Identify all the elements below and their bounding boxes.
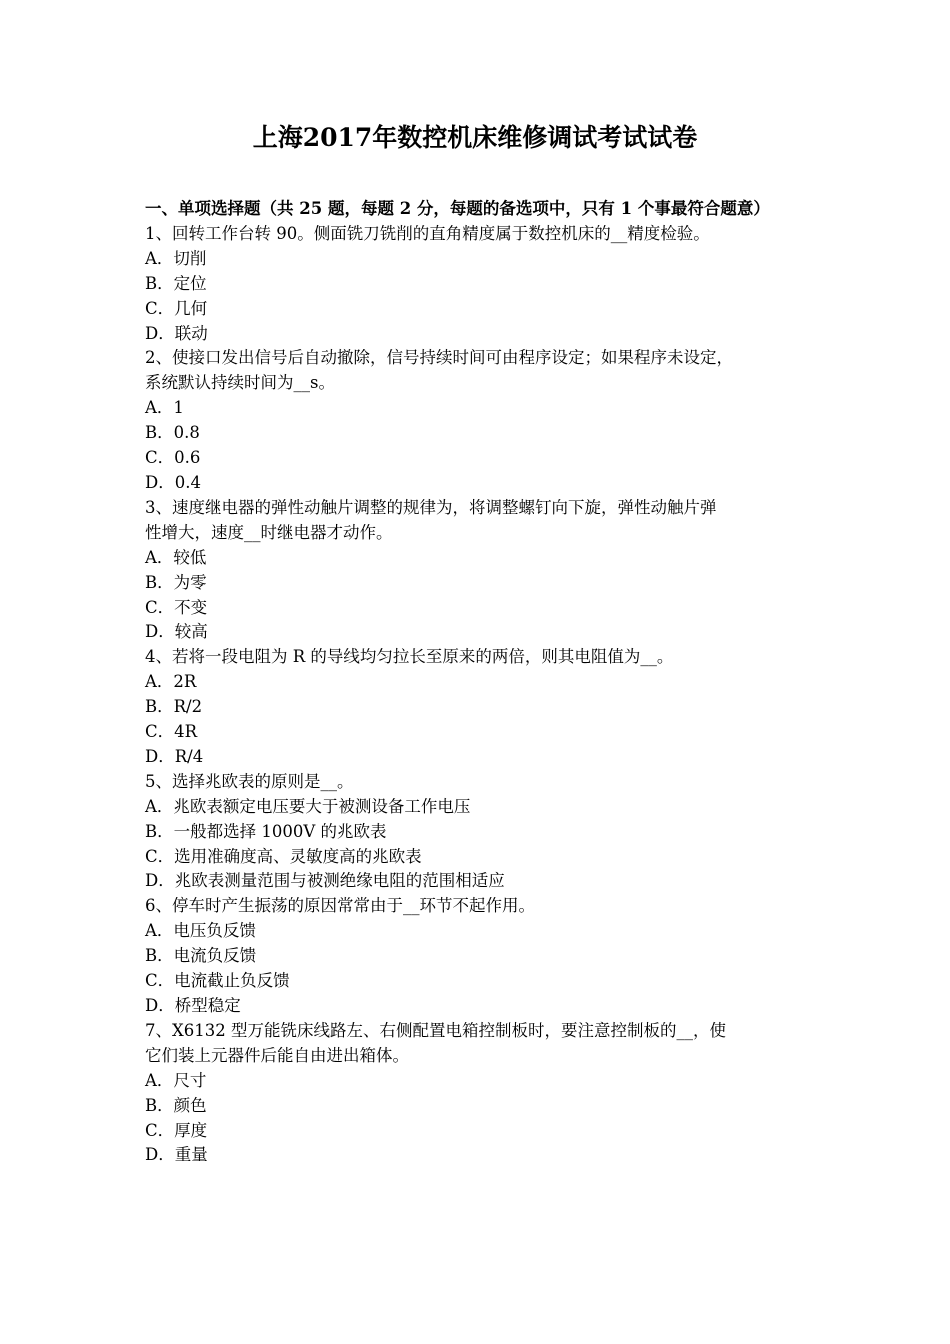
- option-a: A．切削: [145, 248, 207, 268]
- question-7: [145, 1019, 810, 1168]
- document-title: 上海2017年数控机床维修调试考试试卷: [252, 123, 698, 152]
- question-1: [145, 222, 810, 347]
- option-d: D．重量: [145, 1145, 208, 1165]
- option-c: C．选用准确度高、灵敏度高的兆欧表: [145, 846, 422, 866]
- option-b: B．为零: [145, 572, 207, 592]
- option-c: C．厚度: [145, 1120, 208, 1140]
- option-a: A．兆欧表额定电压要大于被测设备工作电压: [145, 796, 471, 816]
- option-a: A．较低: [145, 547, 207, 567]
- question-2: [145, 346, 810, 495]
- option-d: D．R/4: [145, 746, 204, 766]
- question-stem-continued: 它们装上元器件后能自由进出箱体。: [145, 1045, 409, 1065]
- option-b: B．R/2: [145, 697, 203, 717]
- option-b: B．一般都选择 1000V 的兆欧表: [145, 821, 387, 841]
- question-3: [145, 496, 810, 645]
- question-stem: 1、回转工作台转 90。侧面铣刀铣削的直角精度属于数控机床的__精度检验。: [145, 223, 710, 243]
- question-stem-continued: 系统默认持续时间为__s。: [145, 373, 335, 393]
- question-stem: 5、选择兆欧表的原则是__。: [145, 771, 354, 791]
- question-4: [145, 645, 810, 770]
- option-d: D．桥型稳定: [145, 996, 241, 1015]
- option-c: C．不变: [145, 597, 208, 617]
- option-b: B．颜色: [145, 1095, 207, 1115]
- option-d: D．联动: [145, 323, 208, 343]
- option-c: C．0.6: [145, 448, 201, 468]
- option-a: A．电压负反馈: [145, 921, 256, 941]
- option-c: C．4R: [145, 722, 198, 742]
- question-6: [145, 894, 810, 1019]
- question-5: [145, 770, 810, 895]
- question-stem: 6、停车时产生振荡的原因常常由于__环节不起作用。: [145, 896, 535, 916]
- question-stem: 2、使接口发出信号后自动撤除，信号持续时间可由程序设定；如果程序未设定，: [145, 348, 733, 368]
- option-d: D．0.4: [145, 472, 201, 492]
- question-stem: 3、速度继电器的弹性动触片调整的规律为，将调整螺钉向下旋，弹性动触片弹: [145, 497, 717, 517]
- question-stem: 7、X6132 型万能铣床线路左、右侧配置电箱控制板时，要注意控制板的__，使: [145, 1020, 726, 1040]
- option-c: C．几何: [145, 298, 208, 318]
- option-a: A．尺寸: [145, 1070, 207, 1090]
- option-d: D．较高: [145, 622, 208, 642]
- option-d: D．兆欧表测量范围与被测绝缘电阻的范围相适应: [145, 871, 505, 891]
- option-c: C．电流截止负反馈: [145, 971, 290, 991]
- question-stem: 4、若将一段电阻为 R 的导线均匀拉长至原来的两倍，则其电阻值为__。: [145, 647, 674, 667]
- option-b: B．0.8: [145, 423, 200, 443]
- option-b: B．定位: [145, 273, 207, 293]
- option-a: A．2R: [145, 672, 197, 692]
- section-heading: 一、单项选择题（共 25 题，每题 2 分，每题的备选项中，只有 1 个事最符合题意）: [145, 199, 770, 218]
- question-stem-continued: 性增大，速度__时继电器才动作。: [145, 522, 393, 542]
- option-b: B．电流负反馈: [145, 946, 257, 966]
- option-a: A．1: [145, 398, 184, 418]
- document-body: [145, 197, 810, 1168]
